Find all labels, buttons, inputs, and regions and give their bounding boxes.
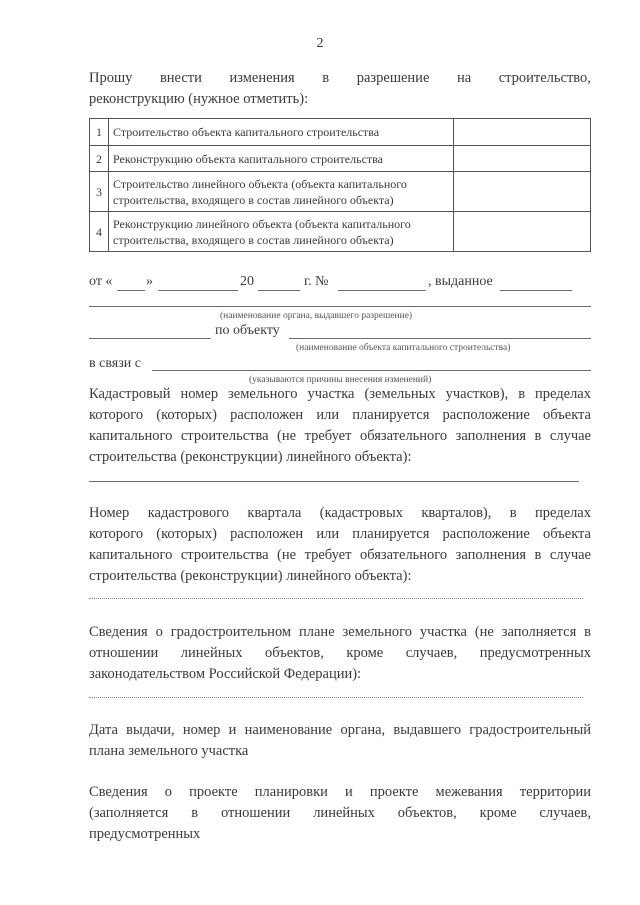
text-line: Кадастровый номер земельного участка (земельных участков), в пределах [89,386,591,402]
object-prefix-field[interactable] [89,338,211,339]
text-line: строительства (реконструкции) линейного объекта): [89,568,412,584]
text-line: Номер кадастрового квартала (кадастровых кварталов), в пределах [89,505,591,521]
month-field[interactable] [158,290,238,291]
object-field[interactable] [289,338,591,339]
text-line: плана земельного участка [89,743,249,759]
row-number: 2 [90,146,109,172]
text-line: Сведения о проекте планировки и проекте межевания территории [89,784,591,800]
option-label [109,212,454,252]
options-table [89,118,591,252]
text-line: Сведения о градостроительном плане земельного участка (не заполняется в [89,624,591,640]
table-row [90,212,591,252]
page-number: 2 [316,36,324,51]
option-mark-cell[interactable] [454,119,591,146]
issuer-caption: (наименование органа, выдавшего разрешение) [220,311,413,321]
option-label [109,119,454,146]
day-field[interactable] [117,290,145,291]
issued-label: , выданное [428,274,493,289]
option-text: строительства, входящего в состав линейного объекта) [113,192,394,207]
option-mark-cell[interactable] [454,172,591,212]
intro-word: на [456,70,472,86]
intro-word: разрешение [356,70,430,86]
text-line: капитального строительства (не требует обязательного заполнения в случае [89,428,591,444]
text-line: (заполняется в отношении линейных объектов, кроме случаев, [89,805,591,821]
intro-word: Прошу [89,70,133,86]
option-text: Реконструкцию объекта капитального строительства [113,151,383,166]
text-line: законодательством Российской Федерации): [89,666,362,682]
cadastral-number-field[interactable] [89,481,579,482]
table-row [90,146,591,172]
urban-plan-text [89,622,591,685]
intro-word: строительство, [498,70,591,86]
reason-label: в связи с [89,356,141,371]
row-number: 3 [90,172,109,212]
table-row [90,172,591,212]
number-field[interactable] [338,290,426,291]
text-line: которого (которых) расположен или планируется расположение объекта [89,407,591,423]
year-field[interactable] [258,290,300,291]
option-text: Строительство объекта капитального строительства [113,125,380,139]
object-label: по объекту [215,323,280,338]
option-text: Реконструкцию линейного объекта (объекта капитального [113,216,411,231]
quote-close: » [146,274,153,289]
text-line: строительства (реконструкции) линейного объекта): [89,449,412,465]
reason-field[interactable] [152,370,591,371]
intro-word: внести [159,70,202,86]
number-label: г. № [304,274,329,289]
row-number: 4 [90,212,109,252]
issuer-field[interactable] [89,306,591,307]
option-text: Строительство линейного объекта (объекта капитального [113,176,407,191]
urban-plan-field[interactable] [89,697,583,698]
text-line: отношении линейных объектов, кроме случаев, предусмотренных [89,645,591,661]
cadastral-quarter-text [89,503,591,587]
text-line: предусмотренных [89,826,201,842]
planning-project-text [89,782,591,845]
row-number: 1 [90,119,109,146]
year-prefix: 20 [240,274,254,289]
cadastral-number-text [89,384,591,468]
text-line: капитального строительства (не требует обязательного заполнения в случае [89,547,591,563]
cadastral-quarter-field[interactable] [89,598,583,599]
intro-word: в [322,70,330,86]
option-label [109,146,454,172]
text-line: Дата выдачи, номер и наименование органа, выдавшего градостроительный [89,722,591,738]
option-mark-cell[interactable] [454,146,591,172]
issue-date-text [89,720,591,762]
option-mark-cell[interactable] [454,212,591,252]
object-caption: (наименование объекта капитального строительства) [296,343,511,353]
from-label: от « [89,274,113,289]
text-line: которого (которых) расположен или планируется расположение объекта [89,526,591,542]
issued-field[interactable] [500,290,572,291]
intro-line-1 [89,68,591,89]
table-row [90,119,591,146]
intro-word: изменения [229,70,295,86]
intro-line-2: реконструкцию (нужное отметить): [89,91,309,107]
option-text: строительства, входящего в состав линейного объекта) [113,232,394,247]
option-label [109,172,454,212]
reason-caption: (указываются причины внесения изменений) [249,375,432,385]
